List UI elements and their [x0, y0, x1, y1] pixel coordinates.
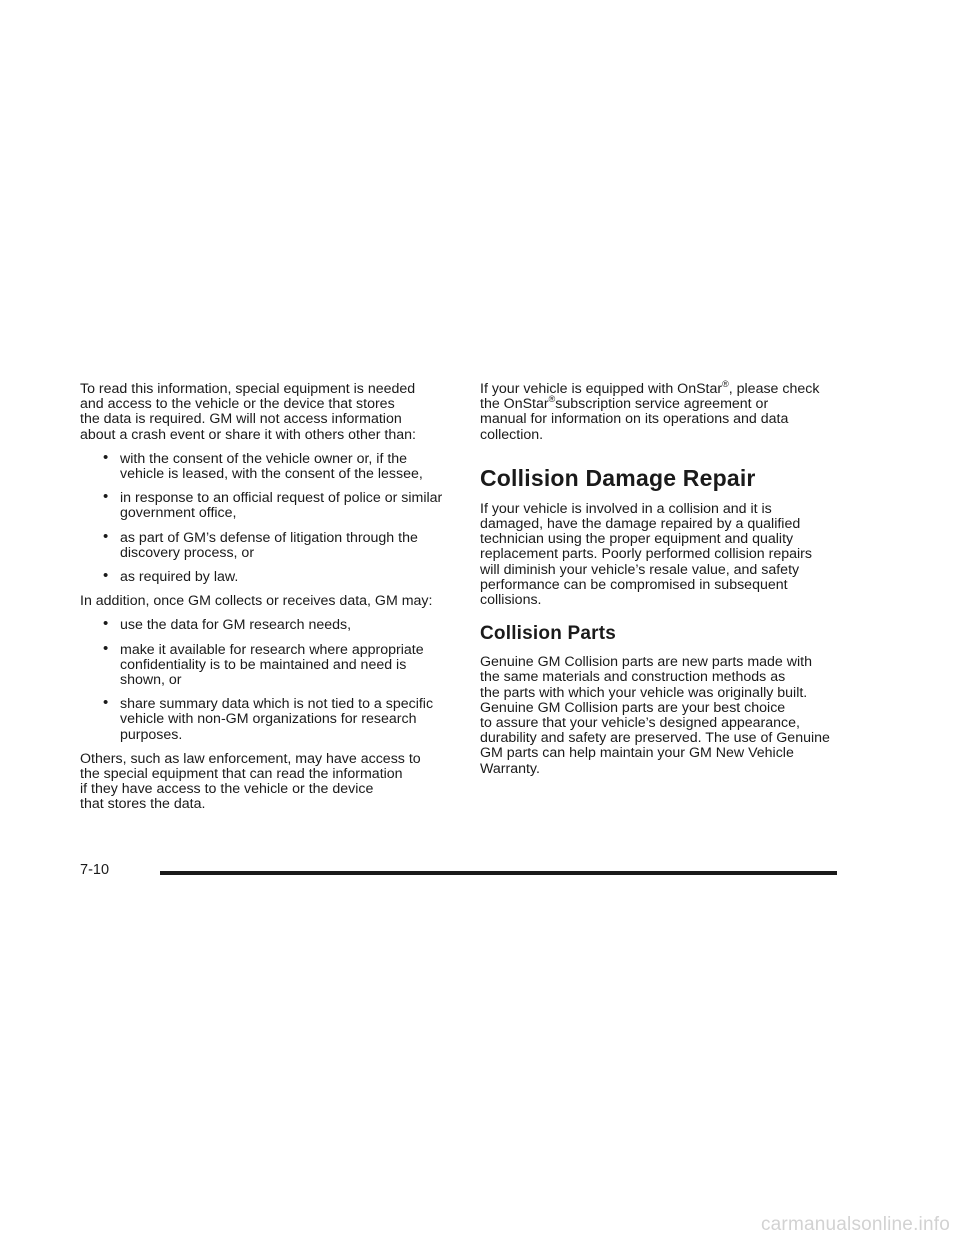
gm-may-paragraph: In addition, once GM collects or receives data, GM may: — [80, 593, 433, 610]
list-item: • as required by law. — [80, 570, 460, 585]
onstar-paragraph — [480, 379, 860, 443]
collision-repair-paragraph: If your vehicle is involved in a collision and it is damaged, have the damage repaired by a qualified technician using the proper equipment and quality replacement parts. Poorly performed collision repairs will diminish your vehicle’s resale value, and safety performance can be compromised in subsequent collisions. — [480, 500, 812, 609]
collision-damage-repair-heading: Collision Damage Repair — [480, 464, 756, 491]
list-item: • use the data for GM research needs, — [80, 618, 460, 633]
registered-mark: ® — [548, 394, 556, 405]
list-item: • share summary data which is not tied to a specific vehicle with non-GM organizations for research purposes. — [80, 697, 460, 743]
gm-uses-list — [80, 618, 460, 742]
onstar-text-1: If your vehicle is equipped with OnStar — [480, 381, 723, 397]
footer-rule — [160, 871, 837, 875]
collision-parts-paragraph: Genuine GM Collision parts are new parts made with the same materials and construction methods as the parts with which your vehicle was originally built. Genuine GM Collision parts are your best choice to assure that your vehicle’s designed appearance, durability and safety are preserved. The use of Genuine GM parts can help maintain your GM New Vehicle Warranty. — [480, 654, 830, 777]
watermark: carmanualsonline.info — [760, 1214, 950, 1235]
right-column — [480, 379, 860, 786]
closing-paragraph: Others, such as law enforcement, may have access to the special equipment that can read the information if they have access to the vehicle or the device that stores the data. — [80, 750, 421, 813]
disclosure-conditions-list — [80, 452, 460, 585]
page-number: 7-10 — [80, 862, 110, 878]
list-item: • as part of GM’s defense of litigation through the discovery process, or — [80, 531, 460, 561]
collision-parts-heading: Collision Parts — [480, 623, 617, 645]
onstar-text-2: , please check the OnStar — [480, 381, 820, 413]
onstar-text-3: subscription service agreement or manual for information on its operations and data collection. — [480, 396, 789, 443]
intro-paragraph: To read this information, special equipment is needed and access to the vehicle or the device that stores the data is required. GM will not access information about a crash event or share it with others other than: — [80, 381, 416, 443]
list-item: • with the consent of the vehicle owner or, if the vehicle is leased, with the consent of the lessee, — [80, 452, 460, 482]
left-column — [80, 382, 460, 822]
list-item: • in response to an official request of police or similar government office, — [80, 491, 460, 521]
list-item: • make it available for research where appropriate confidentiality is to be maintained and need is shown, or — [80, 643, 460, 689]
registered-mark: ® — [722, 379, 729, 389]
